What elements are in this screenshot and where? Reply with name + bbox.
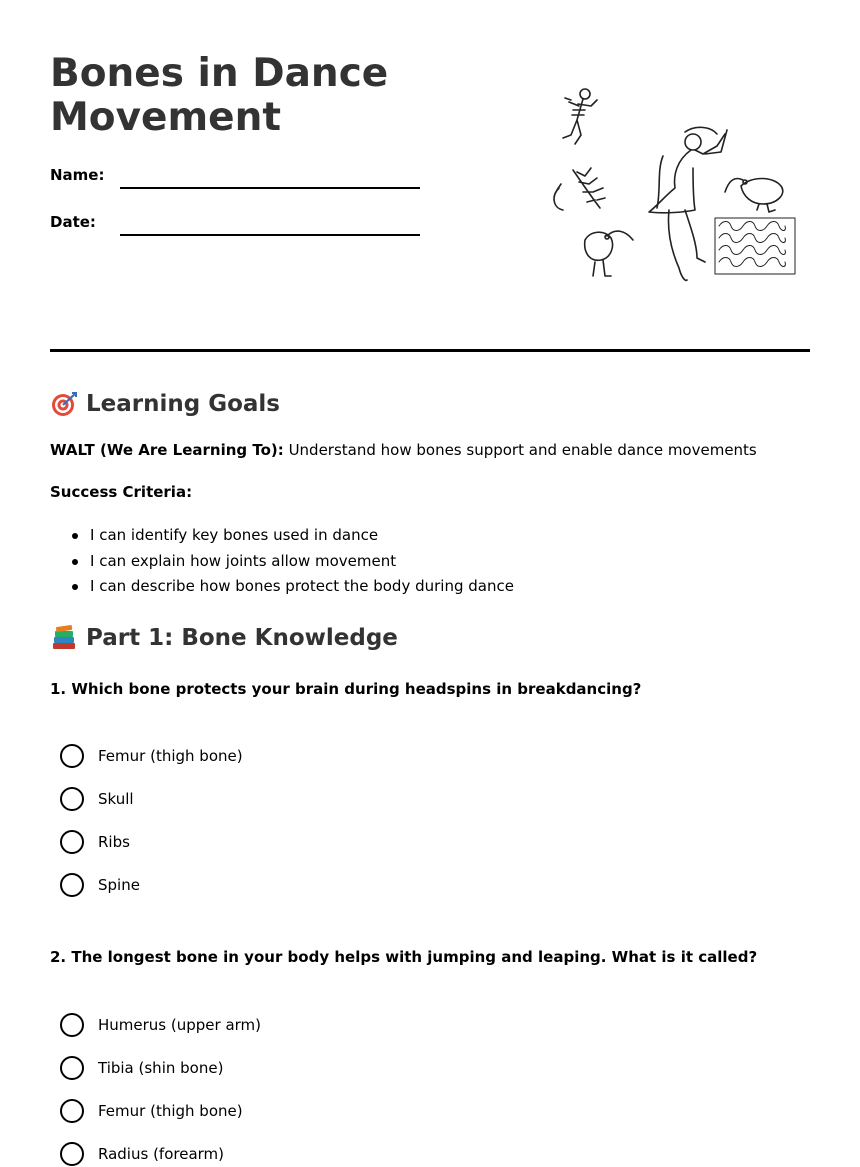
header-illustration — [545, 80, 805, 295]
radio-button[interactable] — [60, 1142, 84, 1166]
part1-title: Part 1: Bone Knowledge — [86, 625, 398, 651]
q1-option-ribs[interactable] — [60, 829, 130, 855]
radio-button[interactable] — [60, 1099, 84, 1123]
success-criteria-label: Success Criteria: — [50, 483, 193, 501]
radio-button[interactable] — [60, 873, 84, 897]
q2-option-femur[interactable] — [60, 1098, 243, 1124]
option-label: Spine — [98, 876, 140, 894]
title-line-2: Movement — [50, 95, 281, 140]
q2-option-tibia[interactable] — [60, 1055, 223, 1081]
page-title — [50, 52, 470, 140]
part1-heading — [50, 624, 398, 652]
bird-icon — [725, 179, 783, 213]
target-icon — [50, 390, 78, 418]
date-label: Date: — [50, 213, 96, 231]
q1-option-spine[interactable] — [60, 872, 140, 898]
name-label: Name: — [50, 166, 105, 184]
date-field[interactable] — [120, 234, 420, 236]
success-criteria-list — [50, 523, 514, 600]
radio-button[interactable] — [60, 787, 84, 811]
q1-option-femur[interactable] — [60, 743, 243, 769]
option-label: Femur (thigh bone) — [98, 1102, 243, 1120]
question-2: 2. The longest bone in your body helps with jumping and leaping. What is it called? — [50, 948, 758, 966]
section-divider — [50, 349, 810, 352]
name-field[interactable] — [120, 187, 420, 189]
walt-statement — [50, 441, 757, 459]
q1-option-skull[interactable] — [60, 786, 134, 812]
radio-button[interactable] — [60, 830, 84, 854]
criteria-item: I can describe how bones protect the body during dance — [50, 574, 514, 600]
option-label: Humerus (upper arm) — [98, 1016, 262, 1034]
option-label: Skull — [98, 790, 134, 808]
pattern-panel-icon — [715, 218, 795, 274]
criteria-item: I can explain how joints allow movement — [50, 549, 514, 575]
question-1: 1. Which bone protects your brain during headspins in breakdancing? — [50, 680, 642, 698]
q2-option-radius[interactable] — [60, 1141, 224, 1167]
option-label: Ribs — [98, 833, 130, 851]
q2-option-humerus[interactable] — [60, 1012, 261, 1038]
option-label: Femur (thigh bone) — [98, 747, 243, 765]
title-line-1: Bones in Dance — [50, 51, 389, 96]
learning-goals-heading — [50, 390, 280, 418]
walt-text: Understand how bones support and enable dance movements — [283, 441, 757, 459]
learning-goals-title: Learning Goals — [86, 391, 280, 417]
skeleton-dancer-icon — [563, 89, 597, 144]
option-label: Tibia (shin bone) — [98, 1059, 224, 1077]
radio-button[interactable] — [60, 1013, 84, 1037]
books-icon — [50, 624, 78, 652]
option-label: Radius (forearm) — [98, 1145, 224, 1163]
walt-label: WALT (We Are Learning To): — [50, 441, 284, 459]
leaf-icon — [554, 168, 605, 210]
radio-button[interactable] — [60, 1056, 84, 1080]
radio-button[interactable] — [60, 744, 84, 768]
bird-icon-2 — [585, 231, 633, 276]
criteria-item: I can identify key bones used in dance — [50, 523, 514, 549]
